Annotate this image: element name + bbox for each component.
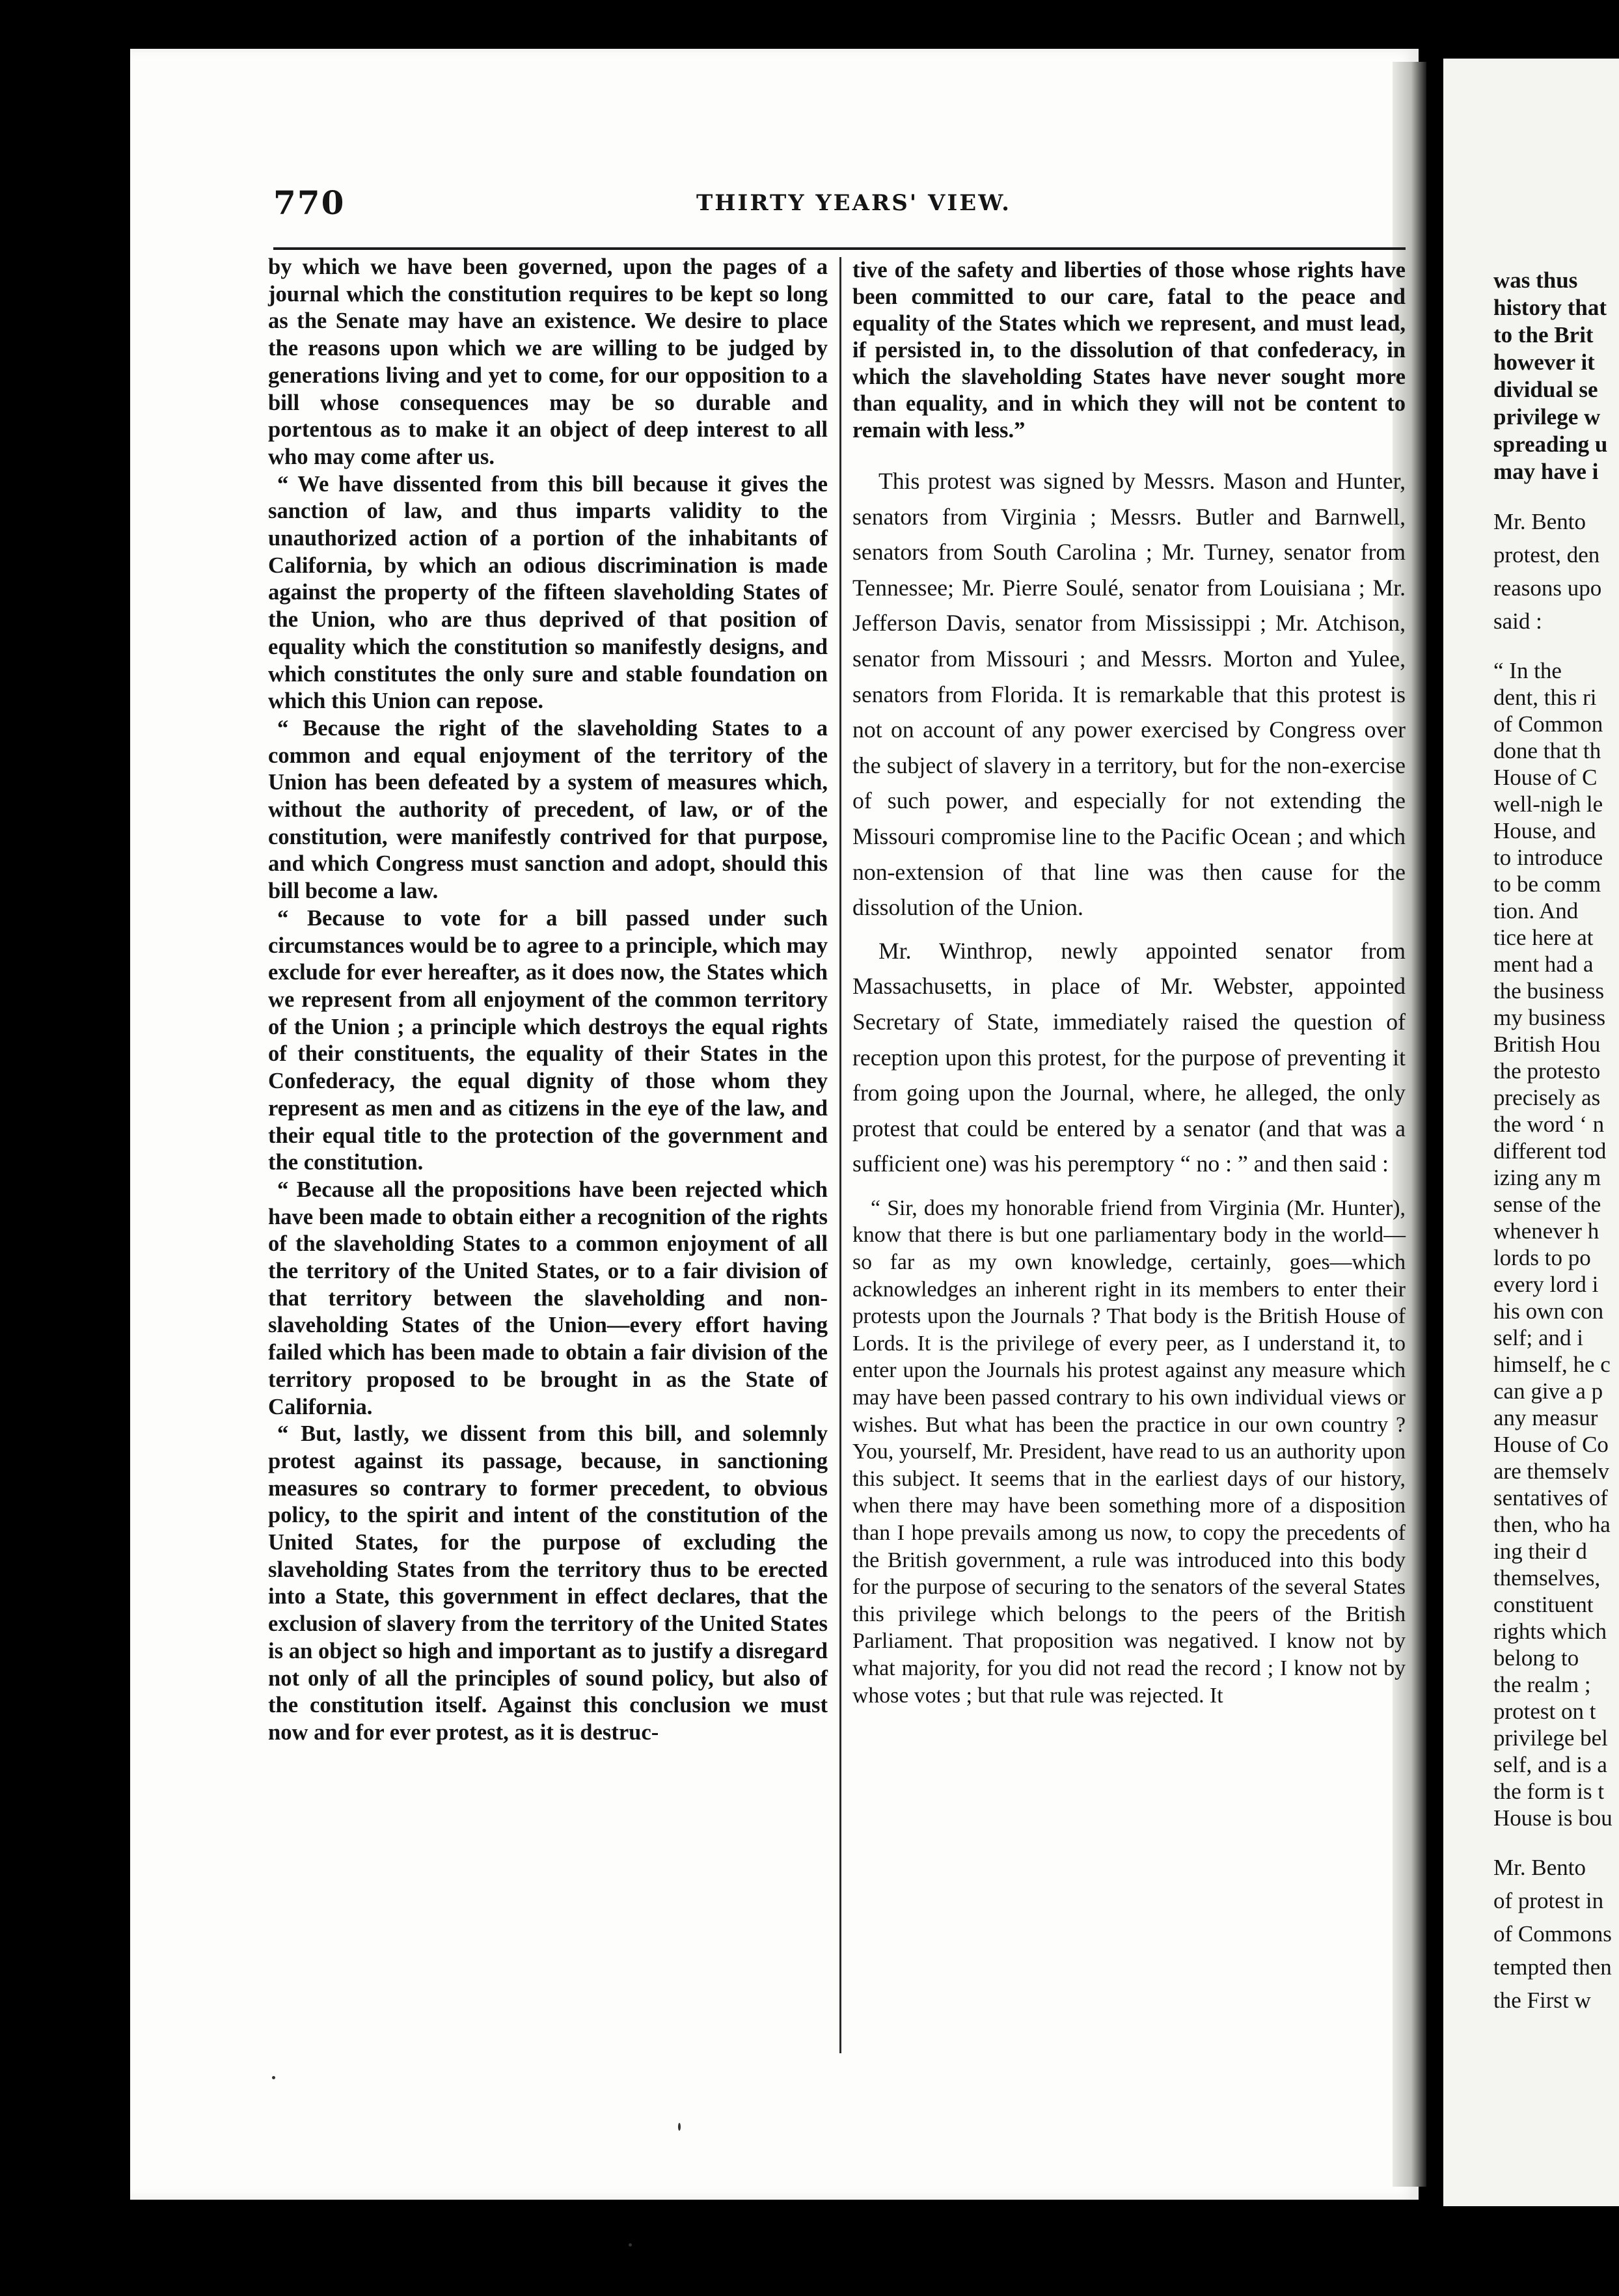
facing-line: tempted then bbox=[1493, 1954, 1612, 1980]
facing-line: to be comm bbox=[1493, 871, 1601, 897]
facing-line: said : bbox=[1493, 608, 1542, 634]
print-speck bbox=[629, 2243, 632, 2247]
facing-line: the First w bbox=[1493, 1988, 1591, 2013]
protest-paragraph: “ We have dissented from this bill because it gives the sanction of law, and thus imparts validity to the unauthorized action of a portion of the inhabitants of California, by which an odious discrimination is made against the property of the fifteen slaveholding States of the Union, who are thus deprived of that position of equality which the constitution so manifestly designs, and which constitutes the only sure and stable foundation on which this Union can repose. bbox=[268, 471, 828, 714]
facing-line: however it bbox=[1493, 349, 1595, 375]
facing-line: may have i bbox=[1493, 459, 1599, 484]
running-head bbox=[273, 184, 1412, 223]
facing-line: different tod bbox=[1493, 1138, 1607, 1164]
facing-line: then, who ha bbox=[1493, 1512, 1611, 1537]
protest-conclusion: tive of the safety and liberties of those whose rights have been committed to our care, fatal to the peace and equality of the States which we represent, and must lead, if persisted in, to the dissolution of that confederacy, in which the slaveholding States have never sought more than equality, and in which they will not be content to remain with less.” bbox=[852, 258, 1406, 443]
facing-line: sense of the bbox=[1493, 1192, 1601, 1217]
facing-line: to introduce bbox=[1493, 845, 1603, 870]
facing-line: self, and is a bbox=[1493, 1752, 1607, 1777]
facing-line: “ In the bbox=[1493, 658, 1562, 683]
facing-line: privilege bel bbox=[1493, 1725, 1608, 1751]
facing-line: to the Brit bbox=[1493, 322, 1594, 348]
print-speck bbox=[678, 2123, 681, 2131]
facing-line: House of Co bbox=[1493, 1432, 1609, 1457]
facing-line: well-nigh le bbox=[1493, 791, 1603, 817]
winthrop-speech: “ Sir, does my honorable friend from Virginia (Mr. Hunter), know that there is but one parliamentary body in the world—so far as my own knowledge, certainly, goes—which acknowledges an inherent right in its members to enter their protests upon the Journals ? That body is the British House of Lords. It is the privilege of every peer, as I understand it, to enter upon the Journals his protest against any measure which may have been passed contrary to his own individual views or wishes. But what has been the practice in our own country ? You, yourself, Mr. President, have read to us an authority upon this subject. It seems that in the earliest days of our history, when there may have been something more of a disposition than I hope prevails among us now, to copy the precedents of the British government, a rule was introduced into this body for the purpose of securing to the senators of the several States this privilege which belongs to the peers of the British Parliament. That proposition was negatived. I know not by what majority, for you did not read the record ; I know not by whose votes ; but that rule was rejected. It bbox=[852, 1196, 1406, 1708]
facing-line: spreading u bbox=[1493, 431, 1608, 457]
facing-line: rights which bbox=[1493, 1619, 1607, 1644]
protest-paragraph: “ Because the right of the slaveholding States to a common and equal enjoyment of the territory of the Union has been defeated by a system of measures which, without the authority of precedent, of law, or of the constitution, were manifestly contrived for that purpose, and which Congress must sanction and adopt, should this bill become a law. bbox=[268, 715, 828, 904]
right-column bbox=[852, 257, 1406, 1709]
facing-line: dividual se bbox=[1493, 377, 1598, 402]
facing-line: Mr. Bento bbox=[1493, 509, 1586, 534]
facing-line: House is bou bbox=[1493, 1805, 1612, 1831]
facing-line: himself, he c bbox=[1493, 1352, 1611, 1377]
header-rule bbox=[273, 247, 1406, 250]
running-title: THIRTY YEARS' VIEW. bbox=[696, 190, 1011, 216]
facing-line: protest on t bbox=[1493, 1699, 1596, 1724]
facing-line: of Commons bbox=[1493, 1921, 1612, 1947]
facing-page-text bbox=[1493, 267, 1619, 2017]
facing-line: dent, this ri bbox=[1493, 685, 1597, 710]
facing-line: the form is t bbox=[1493, 1779, 1605, 1804]
facing-line: tion. And bbox=[1493, 898, 1579, 923]
page-number: 770 bbox=[273, 184, 346, 222]
facing-line: the realm ; bbox=[1493, 1672, 1591, 1697]
protest-paragraph: “ Because to vote for a bill passed under such circumstances would be to agree to a principle, which may exclude for ever hereafter, as it does now, the States which we represent from all enjoyment of the common territory of the Union ; a principle which destroys the equal rights of their constituents, the equality of their States in the Confederacy, the equal dignity of those whom they represent as men and as citizens in the eye of the law, and their equal title to the protection of the government and the constitution. bbox=[268, 905, 828, 1175]
facing-line: British Hou bbox=[1493, 1032, 1601, 1057]
facing-line: history that bbox=[1493, 295, 1607, 320]
facing-line: of Common bbox=[1493, 711, 1603, 737]
facing-line: tice here at bbox=[1493, 925, 1594, 950]
facing-line: every lord i bbox=[1493, 1272, 1599, 1297]
facing-line: privilege w bbox=[1493, 404, 1601, 430]
print-speck bbox=[272, 2076, 275, 2079]
facing-line: constituent bbox=[1493, 1592, 1594, 1617]
facing-line: the protesto bbox=[1493, 1058, 1601, 1084]
facing-line: his own con bbox=[1493, 1298, 1604, 1324]
winthrop-paragraph: Mr. Winthrop, newly appointed senator from Massachusetts, in place of Mr. Webster, appointed Secretary of State, immediately raised the question of reception upon this protest, for the purpose of preventing it from going upon the Journal, where, he alleged, the only protest that could be entered by a senator (and that was a sufficient one) was his peremptory “ no : ” and then said : bbox=[852, 937, 1406, 1177]
signers-paragraph: This protest was signed by Messrs. Mason and Hunter, senators from Virginia ; Messrs. Butler and Barnwell, senators from South Carolina ; Mr. Turney, senator from Tennessee; Mr. Pierre Soulé, senator from Louisiana ; Mr. Jefferson Davis, senator from Mississippi ; Mr. Atchison, senator from Missouri ; and Messrs. Morton and Yulee, senators from Florida. It is remarkable that this protest is not on account of any power exercised by Congress over the subject of slavery in a territory, but for the non-exercise of such power, and especially for not extending the Missouri compromise line to the Pacific Ocean ; and which non-extension of that line was then cause for the dissolution of the Union. bbox=[852, 468, 1406, 921]
facing-line: was thus bbox=[1493, 267, 1578, 293]
protest-paragraph: “ Because all the propositions have been rejected which have been made to obtain either a recognition of the rights of the slaveholding States to a common enjoyment of all the territory of the United States, or to a fair division of that territory between the slaveholding and non-slaveholding States of the Union—every effort having failed which has been made to obtain a fair division of the territory proposed to be brought in as the State of California. bbox=[268, 1177, 828, 1419]
left-column bbox=[268, 254, 828, 1747]
facing-line: izing any m bbox=[1493, 1165, 1601, 1190]
facing-line: my business bbox=[1493, 1005, 1606, 1030]
facing-line: lords to po bbox=[1493, 1245, 1591, 1270]
facing-line: the business bbox=[1493, 978, 1605, 1004]
facing-line: sentatives of bbox=[1493, 1485, 1608, 1510]
facing-line: of protest in bbox=[1493, 1888, 1604, 1913]
protest-paragraph: by which we have been governed, upon the pages of a journal which the constitution requires to be kept so long as the Senate may have an existence. We desire to place the reasons upon which we are willing to be judged by generations living and yet to come, for our opposition to a bill whose consequences may be so durable and portentous as to make it an object of deep interest to all who may come after us. bbox=[268, 254, 828, 469]
protest-paragraph: “ But, lastly, we dissent from this bill, and solemnly protest against its passage, because, in sanctioning measures so contrary to former precedent, to obvious policy, to the spirit and intent of the constitution of the United States, for the purpose of excluding the slaveholding States from the territory thus to be erected into a State, this government in effect declares, that the exclusion of slavery from the territory of the United States is an object so high and important as to justify a disregard not only of all the principles of sound policy, but also of the constitution itself. Against this conclusion we must now and for ever protest, as it is destruc- bbox=[268, 1421, 828, 1745]
facing-line: precisely as bbox=[1493, 1085, 1601, 1110]
facing-line: the word ‘ n bbox=[1493, 1112, 1605, 1137]
facing-line: protest, den bbox=[1493, 542, 1600, 567]
facing-line: reasons upo bbox=[1493, 575, 1602, 601]
facing-line: themselves, bbox=[1493, 1565, 1601, 1591]
facing-line: are themselv bbox=[1493, 1458, 1609, 1484]
facing-line: done that th bbox=[1493, 738, 1601, 763]
facing-line: self; and i bbox=[1493, 1325, 1584, 1350]
facing-line: can give a p bbox=[1493, 1378, 1603, 1404]
facing-line: House of C bbox=[1493, 765, 1598, 790]
facing-line: ing their d bbox=[1493, 1538, 1587, 1564]
facing-line: belong to bbox=[1493, 1645, 1579, 1671]
facing-line: Mr. Bento bbox=[1493, 1855, 1586, 1880]
facing-line: any measur bbox=[1493, 1405, 1598, 1430]
column-divider bbox=[839, 257, 841, 2053]
facing-line: ment had a bbox=[1493, 951, 1594, 977]
facing-line: whenever h bbox=[1493, 1218, 1599, 1244]
facing-line: House, and bbox=[1493, 818, 1596, 843]
